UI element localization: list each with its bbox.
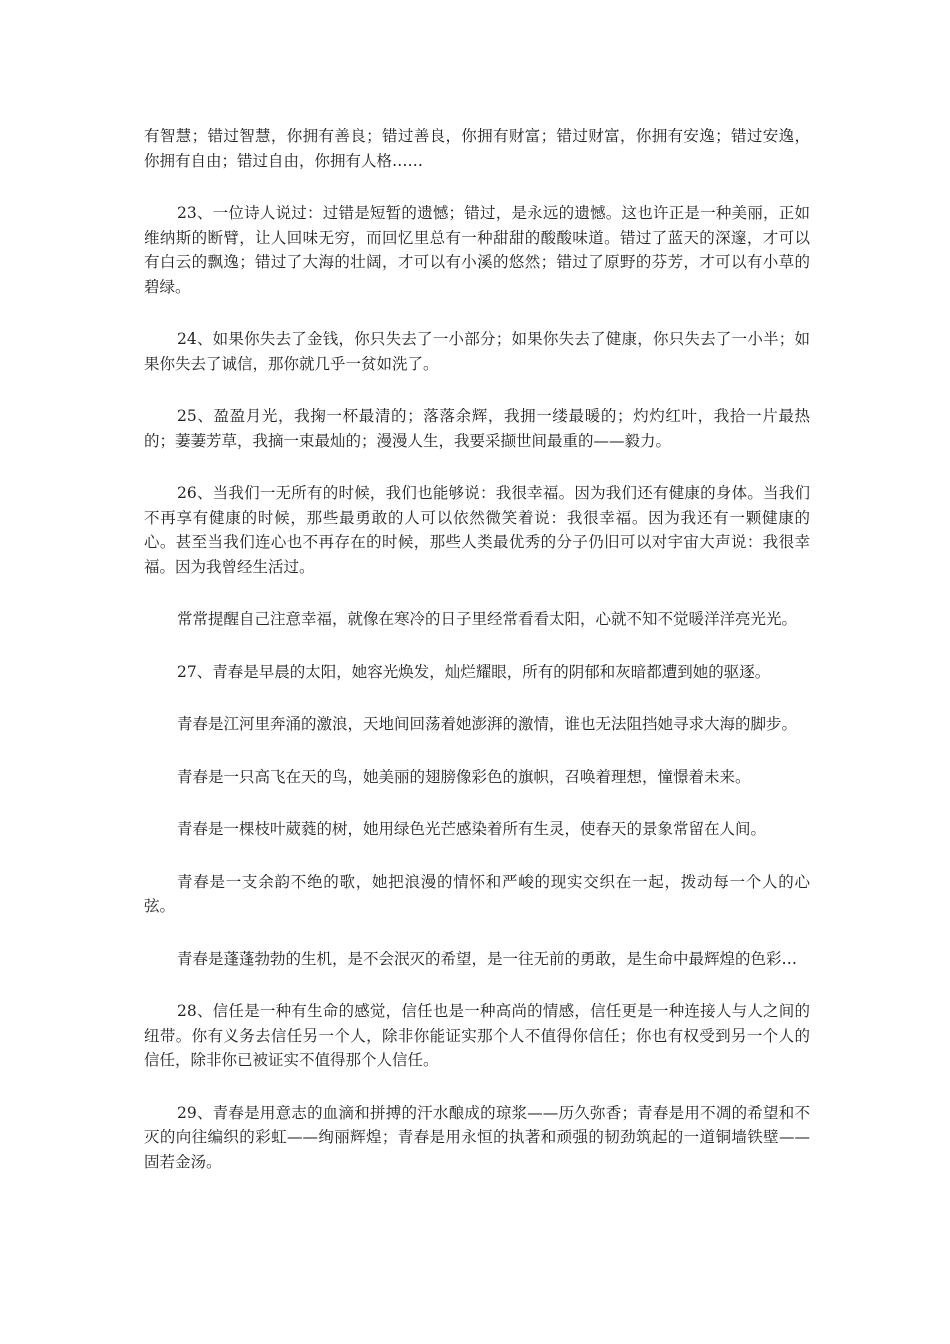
paragraph-25: 25、盈盈月光，我掬一杯最清的；落落余辉，我拥一缕最暖的；灼灼红叶，我拾一片最热的；萋萋芳草，我摘一束最灿的；漫漫人生，我要采撷世间最重的——毅力。 — [144, 407, 810, 450]
paragraph-27-vitality: 青春是蓬蓬勃勃的生机，是不会泯灭的希望，是一往无前的勇敢，是生命中最辉煌的色彩… — [177, 949, 798, 968]
paragraph-23: 23、一位诗人说过：过错是短暂的遗憾；错过，是永远的遗憾。这也许正是一种美丽，正如维纳斯的断臂，让人回味无穷，而回忆里总有一种甜甜的酸酸味道。错过了蓝天的深邃，才可以有白云的飘逸；错过了大海的壮阔，才可以有小溪的悠然；错过了原野的芬芳，才可以有小草的碧绿。 — [144, 204, 810, 296]
paragraph-27: 27、青春是早晨的太阳，她容光焕发，灿烂耀眼，所有的阴郁和灰暗都遭到她的驱逐。 — [177, 662, 771, 681]
paragraph-26-followup: 常常提醒自己注意幸福，就像在寒冷的日子里经常看看太阳，心就不知不觉暖洋洋亮光光。 — [177, 610, 798, 628]
paragraph-27-song: 青春是一支余韵不绝的歌，她把浪漫的情怀和严峻的现实交织在一起，拨动每一个人的心弦。 — [144, 872, 810, 915]
document-page — [144, 124, 810, 1202]
paragraph-continuation: 有智慧；错过智慧，你拥有善良；错过善良，你拥有财富；错过财富，你拥有安逸；错过安逸，你拥有自由；错过自由，你拥有人格…… — [144, 127, 810, 170]
paragraph-27-tree: 青春是一棵枝叶葳蕤的树，她用绿色光芒感染着所有生灵，使春天的景象常留在人间。 — [177, 820, 767, 838]
paragraph-29: 29、青春是用意志的血滴和拼搏的汗水酿成的琼浆——历久弥香；青春是用不凋的希望和不灭的向往编织的彩虹——绚丽辉煌；青春是用永恒的执著和顽强的韧劲筑起的一道铜墙铁壁——固若金汤。 — [144, 1103, 810, 1171]
paragraph-28: 28、信任是一种有生命的感觉，信任也是一种高尚的情感，信任更是一种连接人与人之间的纽带。你有义务去信任另一个人，除非你能证实那个人不值得你信任；你也有权受到另一个人的信任，除非你已被证实不值得那个人信任。 — [144, 1002, 810, 1069]
paragraph-26: 26、当我们一无所有的时候，我们也能够说：我很幸福。因为我们还有健康的身体。当我们不再享有健康的时候，那些最勇敢的人可以依然微笑着说：我很幸福。因为我还有一颗健康的心。甚至当我们连心也不再存在的时候，那些人类最优秀的分子仍旧可以对宇宙大声说：我很幸福。因为我曾经生活过。 — [144, 484, 810, 576]
paragraph-27-river: 青春是江河里奔涌的激浪，天地间回荡着她澎湃的激情，谁也无法阻挡她寻求大海的脚步。 — [177, 715, 798, 733]
paragraph-24: 24、如果你失去了金钱，你只失去了一小部分；如果你失去了健康，你只失去了一小半；如果你失去了诚信，那你就几乎一贫如洗了。 — [144, 330, 810, 373]
paragraph-27-bird: 青春是一只高飞在天的鸟，她美丽的翅膀像彩色的旗帜，召唤着理想，憧憬着未来。 — [177, 767, 751, 786]
